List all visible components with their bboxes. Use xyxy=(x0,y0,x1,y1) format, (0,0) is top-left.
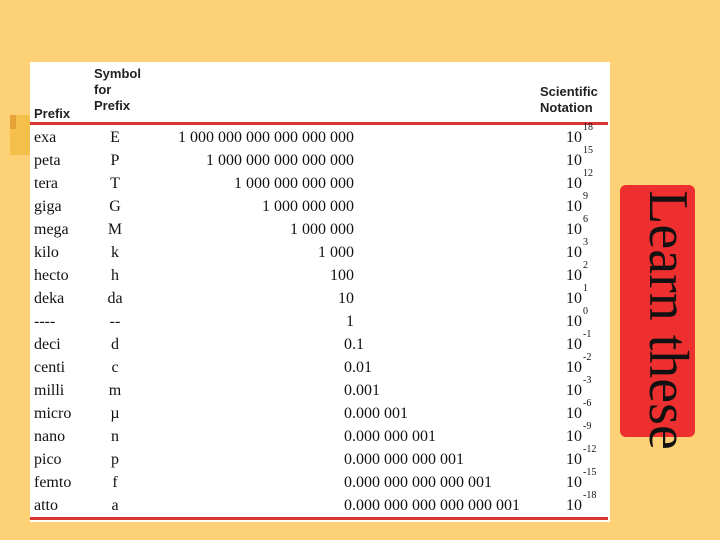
sci-exponent: 9 xyxy=(583,191,588,202)
sci-exponent: -3 xyxy=(583,375,592,386)
prefix-value: 1 xyxy=(346,313,354,330)
sci-exponent: 15 xyxy=(583,145,593,156)
prefix-name: ---- xyxy=(34,313,56,330)
sci-exponent: 0 xyxy=(583,306,588,317)
prefix-symbol: f xyxy=(112,474,118,491)
prefix-name: exa xyxy=(34,129,57,146)
table-row xyxy=(30,145,610,172)
sci-exponent: 2 xyxy=(583,260,588,271)
table-row xyxy=(30,329,610,356)
sci-exponent: 6 xyxy=(583,214,588,225)
sci-exponent: 3 xyxy=(583,237,588,248)
sci-exponent: 18 xyxy=(583,122,593,133)
prefix-name: deka xyxy=(34,290,65,307)
learn-these-callout xyxy=(620,185,695,437)
prefix-symbol: da xyxy=(107,290,123,307)
sci-base: 10 xyxy=(566,267,582,284)
prefix-value: 0.001 xyxy=(344,382,380,399)
sci-exponent: -18 xyxy=(583,490,597,501)
header-scientific-line2: Notation xyxy=(540,100,593,115)
sci-base: 10 xyxy=(566,474,582,491)
prefix-value: 0.000 001 xyxy=(344,405,408,422)
sci-exponent: -1 xyxy=(583,329,592,340)
sci-exponent: 12 xyxy=(583,168,593,179)
header-symbol-line3: Prefix xyxy=(94,98,131,113)
prefix-name: milli xyxy=(34,382,65,399)
prefix-symbol: n xyxy=(111,428,119,445)
sci-base: 10 xyxy=(566,382,582,399)
prefix-value: 0.000 000 000 000 000 001 xyxy=(344,497,520,514)
prefix-value: 100 xyxy=(330,267,354,284)
prefix-symbol: a xyxy=(111,497,119,514)
prefix-symbol: T xyxy=(110,175,120,192)
sci-exponent: 1 xyxy=(583,283,588,294)
prefix-name: deci xyxy=(34,336,61,353)
table-top-rule xyxy=(30,122,608,125)
prefix-value: 0.000 000 000 000 001 xyxy=(344,474,492,491)
prefix-name: pico xyxy=(34,451,62,468)
sci-base: 10 xyxy=(566,152,582,169)
table-bottom-rule xyxy=(30,517,608,520)
header-symbol-line2: for xyxy=(94,82,112,97)
prefix-symbol: -- xyxy=(109,313,121,330)
table-row xyxy=(30,490,610,517)
prefix-symbol: E xyxy=(110,129,120,146)
prefix-name: giga xyxy=(34,198,62,215)
sci-base: 10 xyxy=(566,198,582,215)
table-row xyxy=(30,122,610,149)
sci-exponent: -6 xyxy=(583,398,592,409)
prefix-name: mega xyxy=(34,221,69,238)
prefix-value: 0.1 xyxy=(344,336,364,353)
prefix-symbol: M xyxy=(107,221,123,238)
prefix-value: 1 000 000 xyxy=(290,221,354,238)
sci-base: 10 xyxy=(566,244,582,261)
table-row xyxy=(30,191,610,218)
prefix-value: 1 000 000 000 000 xyxy=(234,175,354,192)
prefix-symbol: µ xyxy=(110,405,120,422)
table-row xyxy=(30,283,610,310)
sci-base: 10 xyxy=(566,428,582,445)
prefix-value: 1 000 000 000 000 000 000 xyxy=(178,129,354,146)
prefix-name: nano xyxy=(34,428,66,445)
sci-base: 10 xyxy=(566,313,582,330)
scientific-notation xyxy=(566,168,593,195)
sci-base: 10 xyxy=(566,290,582,307)
prefix-symbol: c xyxy=(111,359,119,376)
sci-base: 10 xyxy=(566,497,582,514)
sci-exponent: -9 xyxy=(583,421,592,432)
prefix-symbol: k xyxy=(111,244,119,261)
header-scientific xyxy=(540,84,598,116)
prefix-name: tera xyxy=(34,175,58,192)
prefix-name: centi xyxy=(34,359,66,376)
prefix-name: atto xyxy=(34,497,58,514)
table-row xyxy=(30,421,610,448)
sci-base: 10 xyxy=(566,405,582,422)
prefix-name: hecto xyxy=(34,267,69,284)
sci-base: 10 xyxy=(566,359,582,376)
prefix-value: 1 000 xyxy=(318,244,354,261)
header-prefix: Prefix xyxy=(34,106,71,121)
sci-base: 10 xyxy=(566,175,582,192)
prefix-value: 0.000 000 000 001 xyxy=(344,451,464,468)
table-row xyxy=(30,444,610,471)
table-row xyxy=(30,237,610,264)
table-row xyxy=(30,214,610,241)
table-row xyxy=(30,398,610,425)
table-row xyxy=(30,168,610,195)
prefix-symbol: p xyxy=(111,451,119,468)
scientific-notation xyxy=(566,490,597,517)
sci-exponent: -15 xyxy=(583,467,597,478)
sci-base: 10 xyxy=(566,336,582,353)
prefix-symbol: G xyxy=(109,198,121,215)
prefix-value: 1 000 000 000 xyxy=(262,198,354,215)
prefix-value: 0.01 xyxy=(344,359,372,376)
header-symbol-line1: Symbol xyxy=(94,66,141,81)
prefix-name: micro xyxy=(34,405,72,422)
prefix-value: 0.000 000 001 xyxy=(344,428,436,445)
accent-bar-inner xyxy=(10,115,16,129)
sci-base: 10 xyxy=(566,221,582,238)
sci-exponent: -12 xyxy=(583,444,597,455)
si-prefix-table xyxy=(30,62,610,522)
sci-exponent: -2 xyxy=(583,352,592,363)
table-row xyxy=(30,306,610,333)
prefix-name: peta xyxy=(34,152,61,169)
prefix-value: 10 xyxy=(338,290,354,307)
table-row xyxy=(30,260,610,287)
prefix-value: 1 000 000 000 000 000 xyxy=(206,152,354,169)
learn-these-label: Learn these xyxy=(637,190,699,450)
prefix-name: kilo xyxy=(34,244,59,261)
header-scientific-line1: Scientific xyxy=(540,84,598,99)
sci-base: 10 xyxy=(566,129,582,146)
table-row xyxy=(30,467,610,494)
prefix-symbol: m xyxy=(108,382,122,399)
table-row xyxy=(30,352,610,379)
sci-base: 10 xyxy=(566,451,582,468)
prefix-name: femto xyxy=(34,474,72,491)
table-row xyxy=(30,375,610,402)
prefix-symbol: P xyxy=(110,152,120,169)
prefix-symbol: d xyxy=(111,336,119,353)
header-symbol xyxy=(94,66,141,114)
prefix-symbol: h xyxy=(111,267,119,284)
